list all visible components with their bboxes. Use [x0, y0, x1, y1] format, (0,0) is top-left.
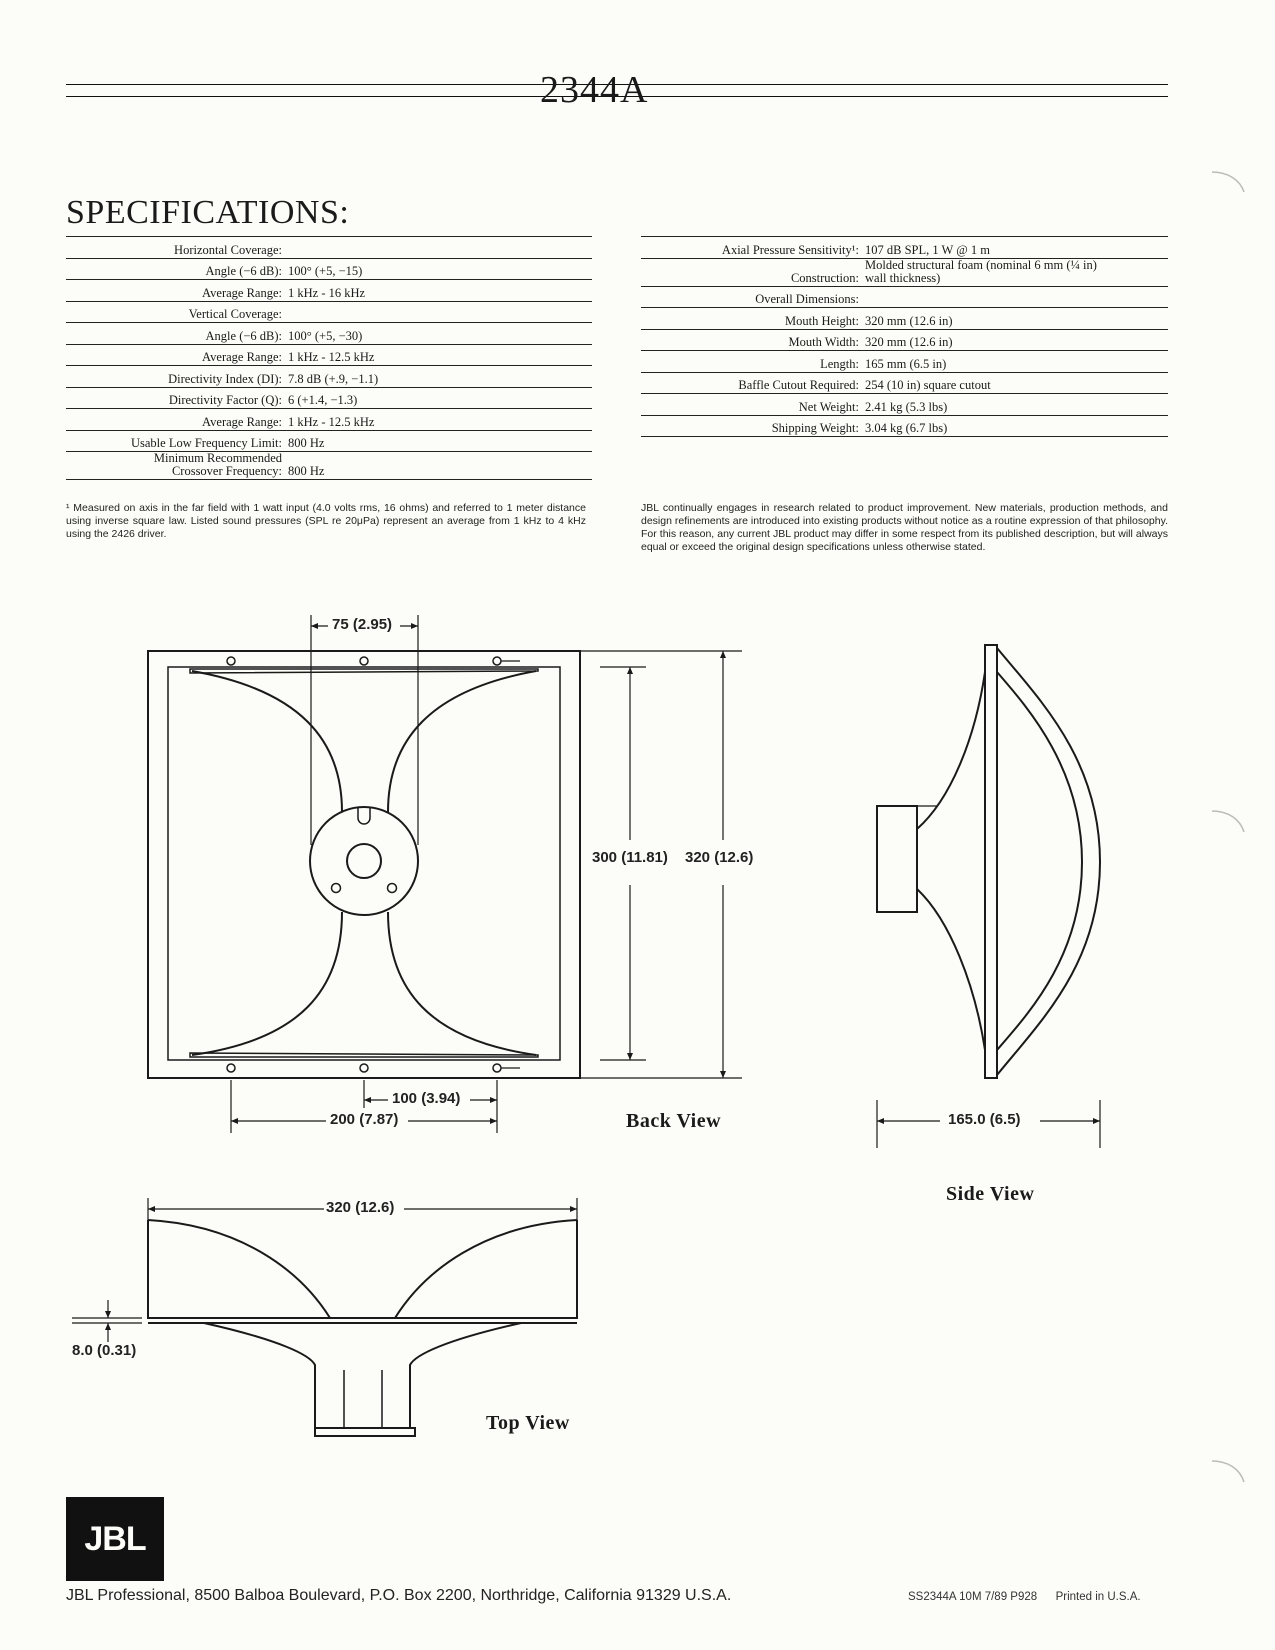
spec-value: 254 (10 in) square cutout: [865, 378, 991, 392]
spec-label: Average Range:: [202, 285, 282, 300]
back-view-dim-top: 75 (2.95): [332, 616, 393, 633]
spec-value: 100° (+5, −30): [288, 328, 363, 343]
model-number: 2344A: [540, 69, 649, 111]
spec-label: Directivity Index (DI):: [168, 371, 282, 386]
side-view-dim-length: 165.0 (6.5): [948, 1111, 1021, 1128]
spec-value: 107 dB SPL, 1 W @ 1 m: [865, 242, 990, 257]
spec-label: Construction:: [790, 270, 859, 285]
spec-label: Minimum Recommended Crossover Frequency:: [153, 451, 282, 478]
back-view-dim-bottom-small: 100 (3.94): [392, 1090, 461, 1107]
jbl-logo: JBL: [66, 1497, 164, 1581]
company-address: JBL Professional, 8500 Balboa Boulevard, P.O. Box 2200, Northridge, California 91329 U.S.A.: [66, 1587, 732, 1604]
spec-value: 1 kHz - 12.5 kHz: [288, 350, 375, 364]
spec-label: Length:: [820, 356, 859, 371]
form-code: SS2344A 10M 7/89 P928: [908, 1591, 1038, 1603]
spec-value: 165 mm (6.5 in): [865, 356, 947, 371]
spec-label: Angle (−6 dB):: [205, 328, 282, 343]
policy-note: JBL continually engages in research related to product improvement. New materials, production methods, and design refinements are introduced into existing products without notice as a routine expression of that philosophy. For this reason, any current JBL product may differ in some respect from its published description, but will always equal or exceed the original design specifications unless otherwise stated.: [641, 502, 1168, 553]
spec-label: Mouth Width:: [788, 335, 859, 349]
spec-label: Angle (−6 dB):: [205, 264, 282, 278]
top-view-drawing: [148, 1220, 577, 1436]
spec-value: 7.8 dB (+.9, −1.1): [288, 371, 379, 386]
back-view-dim-inner-height: 300 (11.81): [592, 849, 668, 866]
spec-label: Average Range:: [202, 414, 282, 429]
spec-value: 1 kHz - 12.5 kHz: [288, 414, 375, 429]
side-view-drawing: [877, 645, 1100, 1078]
back-view-dim-outer-height: 320 (12.6): [685, 849, 754, 866]
spec-label: Horizontal Coverage:: [174, 242, 282, 257]
spec-value: 1 kHz - 16 kHz: [288, 285, 366, 300]
spec-value: 100° (+5, −15): [288, 264, 363, 278]
spec-value: 800 Hz: [288, 436, 325, 450]
back-view-label: Back View: [626, 1110, 722, 1132]
back-view-drawing: [148, 651, 580, 1078]
top-view-dim-flange: 8.0 (0.31): [72, 1342, 137, 1359]
spec-value: 2.41 kg (5.3 lbs): [865, 399, 948, 414]
side-view-label: Side View: [946, 1183, 1035, 1205]
top-view-dim-width: 320 (12.6): [326, 1199, 395, 1216]
spec-label: Shipping Weight:: [771, 421, 859, 435]
spec-label: Average Range:: [202, 350, 282, 364]
spec-value: 800 Hz: [288, 464, 325, 478]
spec-label: Axial Pressure Sensitivity¹:: [721, 242, 859, 257]
footnote: ¹ Measured on axis in the far field with 1 watt input (4.0 volts rms, 16 ohms) and referred to 1 meter distance using inverse square law. Listed sound pressures (SPL re 20μPa) represent an average from 1 kHz to 4 kHz using the 2426 driver.: [66, 502, 586, 540]
document-code: [908, 1591, 1141, 1603]
spec-label: Baffle Cutout Required:: [738, 378, 859, 392]
spec-label: Vertical Coverage:: [188, 307, 282, 321]
back-view-dim-bottom-large: 200 (7.87): [330, 1111, 399, 1128]
specifications-title: SPECIFICATIONS:: [66, 194, 350, 231]
spec-label: Mouth Height:: [785, 313, 859, 328]
spec-label: Usable Low Frequency Limit:: [130, 436, 282, 450]
spec-value: 320 mm (12.6 in): [865, 335, 953, 349]
spec-value: Molded structural foam (nominal 6 mm (¼ in) wall thickness): [865, 257, 1097, 285]
spec-label: Net Weight:: [798, 399, 859, 414]
spec-value: 6 (+1.4, −1.3): [288, 393, 358, 407]
spec-label: Directivity Factor (Q):: [168, 393, 282, 407]
spec-value: 3.04 kg (6.7 lbs): [865, 421, 948, 435]
spec-value: 320 mm (12.6 in): [865, 313, 953, 328]
top-view-label: Top View: [486, 1412, 570, 1434]
spec-label: Overall Dimensions:: [755, 292, 859, 306]
printed-location: Printed in U.S.A.: [1055, 1591, 1141, 1603]
